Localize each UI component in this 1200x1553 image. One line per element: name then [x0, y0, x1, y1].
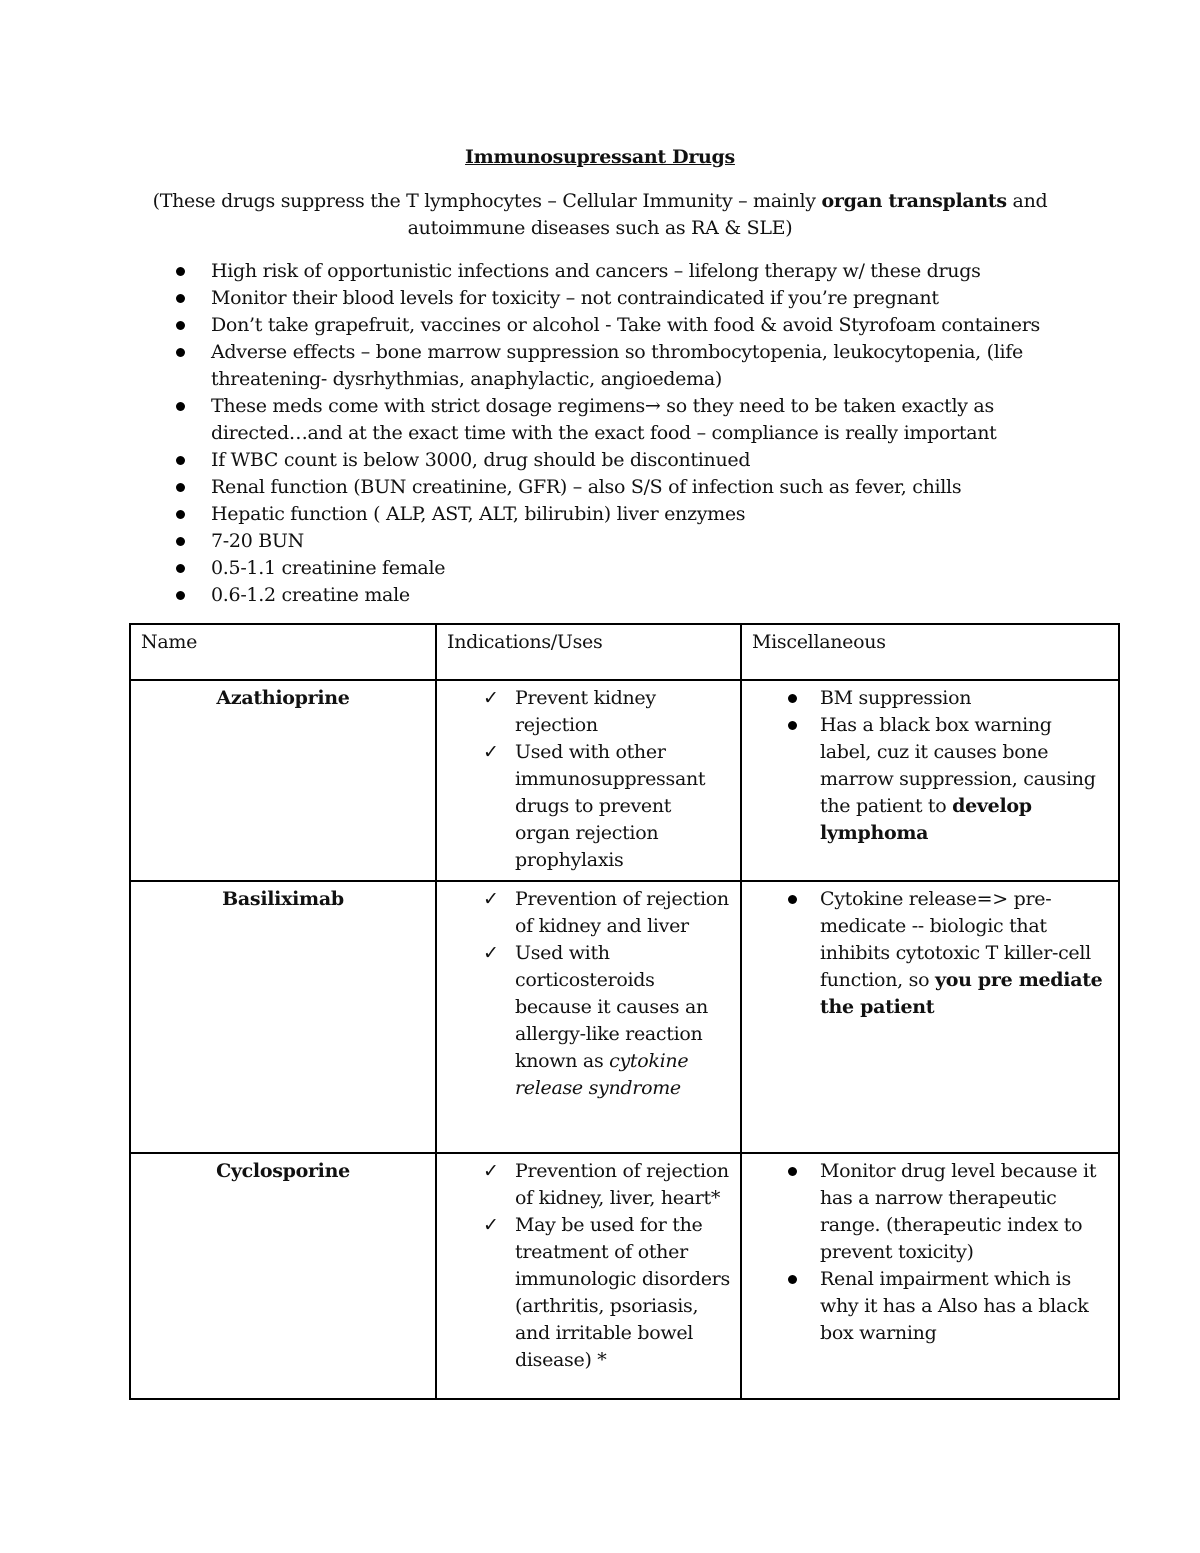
bullet-icon — [176, 537, 185, 546]
bullet-icon — [176, 402, 185, 411]
checkmark-icon: ✓ — [483, 1214, 499, 1236]
drug-table — [129, 623, 1120, 1400]
drug-name: Basiliximab — [130, 881, 436, 1153]
uses-cell — [436, 1153, 741, 1399]
list-item: ✓ Used with corticosteroids because it causes an allergy-like reaction known as cytokine release syndrome — [483, 942, 708, 1099]
bullet-icon — [176, 564, 185, 573]
uses-cell — [436, 881, 741, 1153]
checkmark-icon: ✓ — [483, 1160, 499, 1182]
page-title: Immunosupressant Drugs — [465, 146, 735, 168]
header-uses: Indications/Uses — [436, 624, 741, 680]
misc-cell — [741, 881, 1119, 1153]
bullet-icon — [176, 456, 185, 465]
bullet-icon — [788, 694, 797, 703]
drug-name: Cyclosporine — [130, 1153, 436, 1399]
bullet-icon — [176, 321, 185, 330]
intro-bold: organ transplants — [821, 190, 1007, 212]
checkmark-icon: ✓ — [483, 687, 499, 709]
bullet-icon — [176, 294, 185, 303]
list-item: If WBC count is below 3000, drug should be discontinued — [172, 447, 1072, 474]
list-item: ✓ May be used for the treatment of other immunologic disorders (arthritis, psoriasis, and irritable bowel disease) * — [483, 1214, 730, 1371]
list-item: Monitor their blood levels for toxicity – not contraindicated if you’re pregnant — [172, 285, 1072, 312]
list-item: High risk of opportunistic infections and cancers – lifelong therapy w/ these drugs — [172, 258, 1072, 285]
bullet-icon — [176, 510, 185, 519]
bullet-icon — [788, 1275, 797, 1284]
list-item: These meds come with strict dosage regimens→ so they need to be taken exactly as directed…and at the exact time with the exact food – compliance is really important — [172, 393, 1072, 447]
misc-cell — [741, 1153, 1119, 1399]
bullet-icon — [788, 895, 797, 904]
list-item: ✓ Used with other immunosuppressant drugs to prevent organ rejection prophylaxis — [483, 741, 706, 871]
checkmark-icon: ✓ — [483, 888, 499, 910]
list-item: Adverse effects – bone marrow suppression so thrombocytopenia, leukocytopenia, (life threatening- dysrhythmias, anaphylactic, angioedema) — [172, 339, 1072, 393]
table-row — [130, 1153, 1119, 1399]
uses-cell — [436, 680, 741, 881]
list-item: Renal function (BUN creatinine, GFR) – also S/S of infection such as fever, chills — [172, 474, 1072, 501]
list-item: ✓ Prevention of rejection of kidney and liver — [483, 888, 729, 937]
intro-text-2: and autoimmune diseases such as RA & SLE) — [407, 190, 1048, 239]
list-item: Renal impairment which is why it has a Also has a black box warning — [752, 1266, 1108, 1347]
list-item: ✓ Prevention of rejection of kidney, liver, heart* — [483, 1160, 729, 1209]
table-row — [130, 680, 1119, 881]
key-points-list — [172, 258, 1072, 609]
list-item: BM suppression — [752, 685, 1108, 712]
header-misc: Miscellaneous — [741, 624, 1119, 680]
list-item: 7-20 BUN — [172, 528, 1072, 555]
list-item: Has a black box warning label, cuz it causes bone marrow suppression, causing the patient to develop lymphoma — [752, 712, 1108, 847]
bullet-icon — [176, 483, 185, 492]
list-item: 0.5-1.1 creatinine female — [172, 555, 1072, 582]
drug-name: Azathioprine — [130, 680, 436, 881]
table-row — [130, 881, 1119, 1153]
intro-text-1: (These drugs suppress the T lymphocytes – Cellular Immunity – mainly — [152, 190, 822, 212]
checkmark-icon: ✓ — [483, 741, 499, 763]
checkmark-icon: ✓ — [483, 942, 499, 964]
misc-cell — [741, 680, 1119, 881]
bullet-icon — [176, 348, 185, 357]
bullet-icon — [788, 1167, 797, 1176]
list-item: Cytokine release=> pre-medicate -- biologic that inhibits cytotoxic T killer-cell function, so you pre mediate the patient — [752, 886, 1108, 1021]
list-item: Don’t take grapefruit, vaccines or alcohol - Take with food & avoid Styrofoam containers — [172, 312, 1072, 339]
list-item: Monitor drug level because it has a narrow therapeutic range. (therapeutic index to prevent toxicity) — [752, 1158, 1108, 1266]
list-item: 0.6-1.2 creatine male — [172, 582, 1072, 609]
list-item: Hepatic function ( ALP, AST, ALT, bilirubin) liver enzymes — [172, 501, 1072, 528]
intro-paragraph — [130, 188, 1070, 242]
list-item: ✓ Prevent kidney rejection — [483, 687, 656, 736]
bullet-icon — [176, 267, 185, 276]
bullet-icon — [176, 591, 185, 600]
bullet-icon — [788, 721, 797, 730]
header-name: Name — [130, 624, 436, 680]
table-header-row — [130, 624, 1119, 680]
